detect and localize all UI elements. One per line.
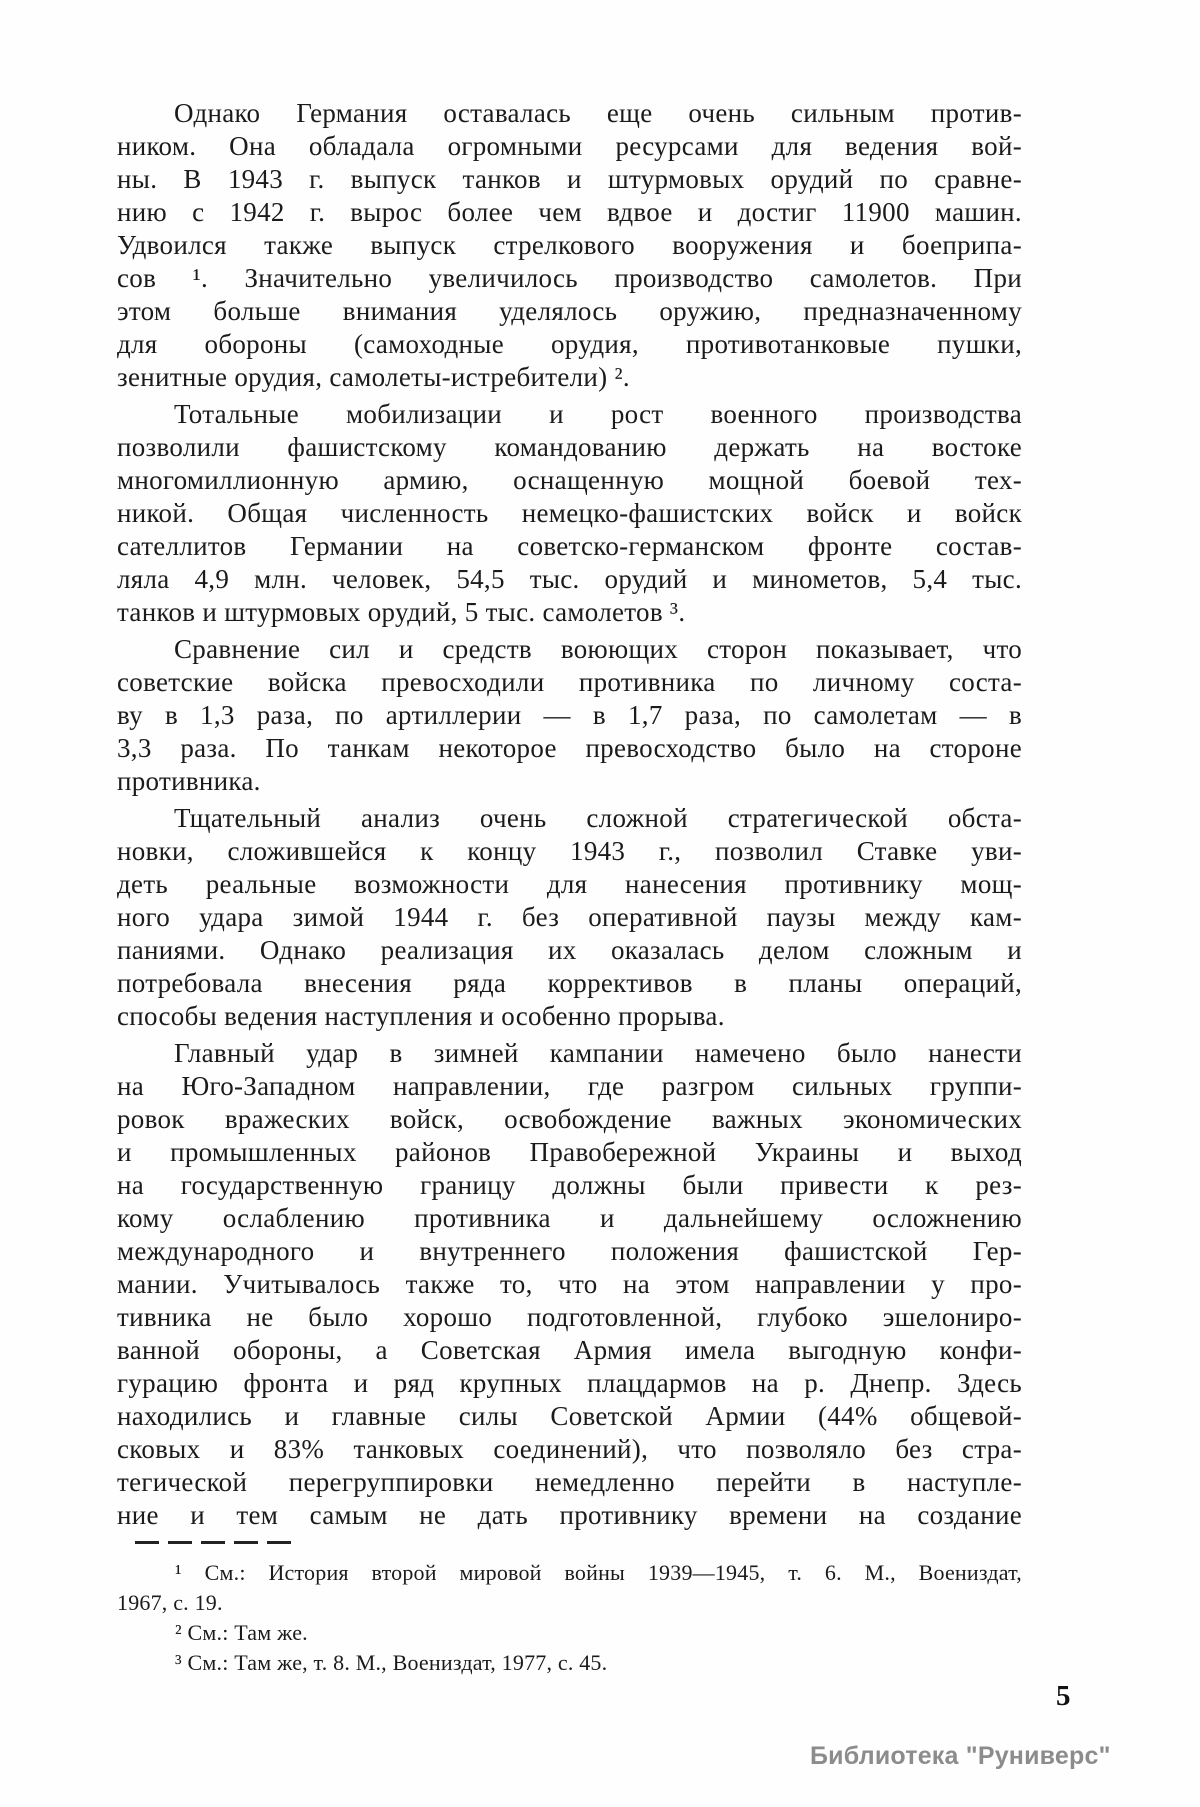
text-line: находились и главные силы Советской Армии (44% общевой-	[117, 1401, 1022, 1431]
text-line: Тщательный анализ очень сложной стратегической обста-	[174, 803, 1022, 833]
text-line: ванной обороны, а Советская Армия имела выгодную конфи-	[117, 1335, 1022, 1365]
text-line: паниями. Однако реализация их оказалась делом сложным и	[117, 935, 1022, 965]
text-line: Тотальные мобилизации и рост военного производства	[174, 399, 1022, 429]
library-watermark: Библиотека "Руниверс"	[810, 1742, 1111, 1770]
text-line: ного удара зимой 1944 г. без оперативной паузы между кам-	[117, 902, 1022, 932]
text-line: многомиллионную армию, оснащенную мощной боевой тех-	[117, 465, 1022, 495]
text-line: Главный удар в зимней кампании намечено было нанести	[174, 1038, 1022, 1068]
text-line: ляла 4,9 млн. человек, 54,5 тыс. орудий и минометов, 5,4 тыс.	[117, 564, 1022, 594]
text-line: тивника не было хорошо подготовленной, глубоко эшелониро-	[117, 1302, 1022, 1332]
text-line: ровок вражеских войск, освобождение важных экономических	[117, 1104, 1022, 1134]
text-line: Удвоился также выпуск стрелкового вооружения и боеприпа-	[117, 230, 1022, 260]
text-line: способы ведения наступления и особенно прорыва.	[117, 1001, 725, 1031]
paragraph	[117, 802, 1022, 1033]
text-line: Однако Германия оставалась еще очень сильным против-	[174, 98, 1022, 128]
text-line: ² См.: Там же.	[175, 1620, 308, 1645]
text-line: кому ослаблению противника и дальнейшему осложнению	[117, 1203, 1022, 1233]
text-line: для обороны (самоходные орудия, противотанковые пушки,	[117, 329, 1022, 359]
footnote-separator	[135, 1541, 300, 1544]
text-line: мании. Учитывалось также то, что на этом направлении у про-	[117, 1269, 1022, 1299]
page-number: 5	[1056, 1680, 1071, 1712]
text-line: на Юго-Западном направлении, где разгром сильных группи-	[117, 1071, 1022, 1101]
text-line: противника.	[117, 766, 261, 796]
text-line: сателлитов Германии на советско-германском фронте состав-	[117, 531, 1022, 561]
footnotes	[117, 1558, 1022, 1678]
text-line: 1967, с. 19.	[117, 1590, 223, 1615]
text-line: деть реальные возможности для нанесения противнику мощ-	[117, 869, 1022, 899]
text-line: Сравнение сил и средств воюющих сторон показывает, что	[174, 634, 1022, 664]
text-line: ны. В 1943 г. выпуск танков и штурмовых орудий по сравне-	[117, 164, 1022, 194]
text-line: сов ¹. Значительно увеличилось производство самолетов. При	[117, 263, 1022, 293]
footnote	[117, 1618, 1022, 1648]
text-line: ву в 1,3 раза, по артиллерии — в 1,7 раза, по самолетам — в	[117, 700, 1022, 730]
text-line: зенитные орудия, самолеты-истребители) ².	[117, 362, 630, 392]
text-line: сковых и 83% танковых соединений), что позволяло без стра-	[117, 1434, 1022, 1464]
paragraph	[117, 398, 1022, 629]
body-text	[117, 97, 1022, 1532]
text-line: 3,3 раза. По танкам некоторое превосходство было на стороне	[117, 733, 1022, 763]
paragraph	[117, 633, 1022, 798]
paragraph	[117, 1037, 1022, 1532]
text-line: международного и внутреннего положения фашистской Гер-	[117, 1236, 1022, 1266]
text-line: танков и штурмовых орудий, 5 тыс. самолетов ³.	[117, 597, 686, 627]
text-line: нию с 1942 г. вырос более чем вдвое и достиг 11900 машин.	[117, 197, 1022, 227]
text-line: и промышленных районов Правобережной Украины и выход	[117, 1137, 1022, 1167]
text-line: ние и тем самым не дать противнику времени на создание	[117, 1500, 1022, 1530]
text-line: ³ См.: Там же, т. 8. М., Воениздат, 1977, с. 45.	[175, 1650, 608, 1675]
text-line: никой. Общая численность немецко-фашистских войск и войск	[117, 498, 1022, 528]
text-line: новки, сложившейся к концу 1943 г., позволил Ставке уви-	[117, 836, 1022, 866]
paragraph	[117, 97, 1022, 394]
text-line: этом больше внимания уделялось оружию, предназначенному	[117, 296, 1022, 326]
text-line: ником. Она обладала огромными ресурсами для ведения вой-	[117, 131, 1022, 161]
text-line: на государственную границу должны были привести к рез-	[117, 1170, 1022, 1200]
text-line: тегической перегруппировки немедленно перейти в наступле-	[117, 1467, 1022, 1497]
footnote	[117, 1648, 1022, 1678]
footnote	[117, 1558, 1022, 1618]
text-line: потребовала внесения ряда коррективов в планы операций,	[117, 968, 1022, 998]
text-line: позволили фашистскому командованию держать на востоке	[117, 432, 1022, 462]
text-line: советские войска превосходили противника по личному соста-	[117, 667, 1022, 697]
text-line: гурацию фронта и ряд крупных плацдармов на р. Днепр. Здесь	[117, 1368, 1022, 1398]
text-line: ¹ См.: История второй мировой войны 1939—1945, т. 6. М., Воениздат,	[175, 1560, 1022, 1585]
